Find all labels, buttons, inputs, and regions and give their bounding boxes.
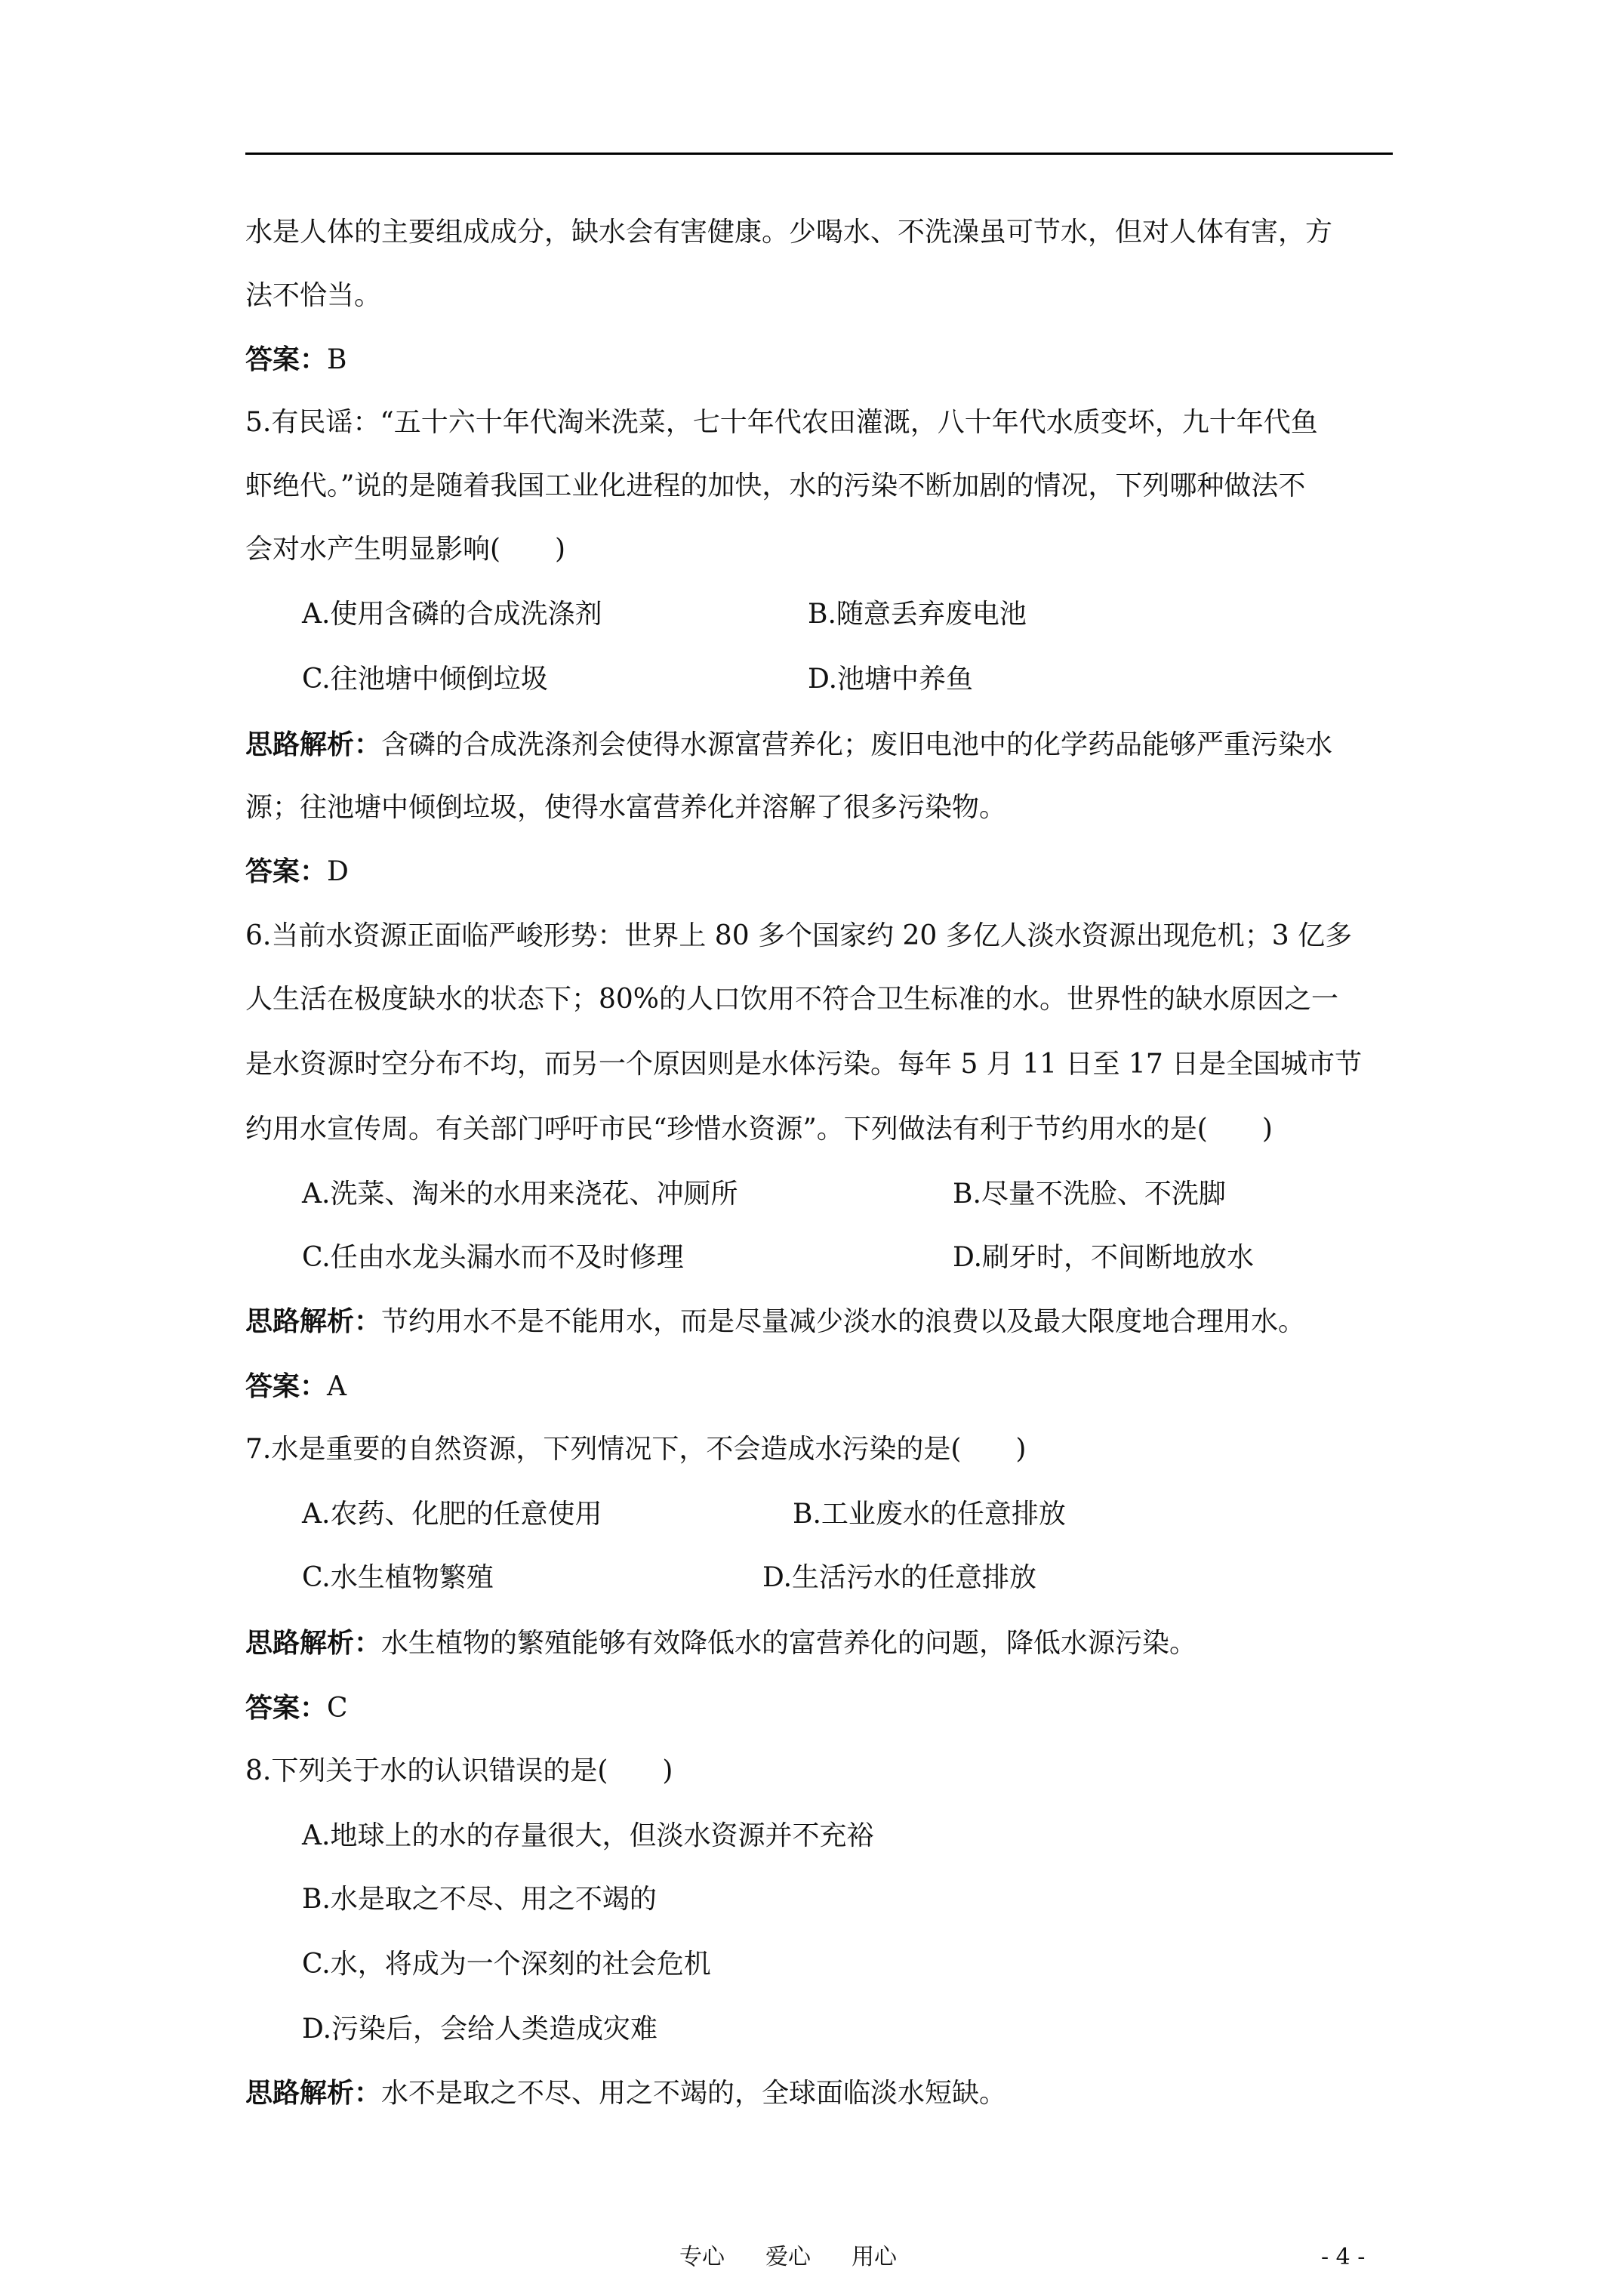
continuation-line-2: 法不恰当。	[245, 280, 382, 311]
page-number: - 4 -	[1321, 2244, 1366, 2270]
q5-analysis-line-1	[245, 728, 1400, 762]
q8-option-a: A.地球上的水的存量很大，但淡水资源并不充裕	[302, 1820, 874, 1851]
q8-option-c: C.水，将成为一个深刻的社会危机	[302, 1949, 711, 1980]
q5-option-c: C.往池塘中倾倒垃圾	[302, 664, 548, 695]
q5-stem-line-3: 会对水产生明显影响( )	[245, 534, 566, 565]
continuation-line-1: 水是人体的主要组成成分，缺水会有害健康。少喝水、不洗澡虽可节水，但对人体有害，方	[245, 217, 1333, 248]
header-rule	[245, 153, 1393, 155]
answer-label: 答案：	[245, 1692, 328, 1724]
answer-value: C	[327, 1693, 348, 1724]
analysis-label: 思路解析：	[245, 2077, 382, 2109]
answer-q5	[245, 855, 1400, 889]
answer-value: A	[327, 1371, 347, 1402]
q6-option-d: D.刷牙时，不间断地放水	[953, 1242, 1255, 1273]
q7-option-d: D.生活污水的任意排放	[762, 1562, 1037, 1593]
answer-q6	[245, 1370, 1400, 1404]
q5-analysis-line-2: 源；往池塘中倾倒垃圾，使得水富营养化并溶解了很多污染物。	[245, 792, 1007, 823]
q6-stem-line-1: 6.当前水资源正面临严峻形势：世界上 80 多个国家约 20 多亿人淡水资源出现危机；3 亿多	[245, 920, 1353, 951]
q5-option-a: A.使用含磷的合成洗涤剂	[302, 599, 602, 630]
q5-option-d: D.池塘中养鱼	[808, 664, 974, 695]
q5-option-b: B.随意丢弃废电池	[808, 599, 1027, 630]
q7-stem-line-1: 7.水是重要的自然资源，下列情况下，不会造成水污染的是( )	[245, 1434, 1027, 1465]
q5-stem-line-1: 5.有民谣：“五十六十年代淘米洗菜，七十年代农田灌溉，八十年代水质变坏，九十年代鱼	[245, 407, 1318, 438]
q6-stem-line-2: 人生活在极度缺水的状态下；80%的人口饮用不符合卫生标准的水。世界性的缺水原因之一	[245, 984, 1339, 1015]
answer-label: 答案：	[245, 855, 328, 887]
footer-motto-1: 专心	[679, 2244, 725, 2270]
q6-stem-line-4: 约用水宣传周。有关部门呼吁市民“珍惜水资源”。下列做法有利于节约用水的是( )	[245, 1114, 1273, 1145]
answer-value: B	[327, 344, 347, 375]
analysis-text: 水不是取之不尽、用之不竭的，全球面临淡水短缺。	[381, 2078, 1007, 2109]
q5-stem-line-2: 虾绝代。”说的是随着我国工业化进程的加快，水的污染不断加剧的情况，下列哪种做法不	[245, 470, 1306, 501]
answer-q7	[245, 1691, 1400, 1725]
q8-analysis-line-1	[245, 2076, 1400, 2110]
answer-value: D	[327, 856, 349, 887]
analysis-label: 思路解析：	[245, 1305, 382, 1337]
q6-option-b: B.尽量不洗脸、不洗脚	[953, 1179, 1226, 1210]
q6-option-c: C.任由水龙头漏水而不及时修理	[302, 1242, 684, 1273]
q8-stem-line-1: 8.下列关于水的认识错误的是( )	[245, 1755, 673, 1786]
analysis-label: 思路解析：	[245, 729, 382, 760]
q6-analysis-line-1	[245, 1305, 1400, 1339]
footer-motto-3: 用心	[852, 2244, 897, 2270]
analysis-text: 含磷的合成洗涤剂会使得水源富营养化；废旧电池中的化学药品能够严重污染水	[381, 729, 1333, 760]
q7-option-b: B.工业废水的任意排放	[793, 1499, 1066, 1530]
q6-option-a: A.洗菜、淘米的水用来浇花、冲厕所	[302, 1179, 738, 1210]
analysis-label: 思路解析：	[245, 1627, 382, 1659]
q6-stem-line-3: 是水资源时空分布不均，而另一个原因则是水体污染。每年 5 月 11 日至 17 日是全国城市节	[245, 1049, 1363, 1080]
footer-motto-2: 爱心	[765, 2244, 811, 2270]
answer-label: 答案：	[245, 1370, 328, 1402]
q7-analysis-line-1	[245, 1626, 1400, 1660]
q7-option-c: C.水生植物繁殖	[302, 1562, 494, 1593]
q8-option-b: B.水是取之不尽、用之不竭的	[302, 1884, 657, 1915]
q8-option-d: D.污染后，会给人类造成灾难	[302, 2014, 658, 2045]
q7-option-a: A.农药、化肥的任意使用	[302, 1499, 602, 1530]
answer-q4	[245, 343, 1400, 377]
analysis-text: 水生植物的繁殖能够有效降低水的富营养化的问题，降低水源污染。	[381, 1628, 1197, 1659]
analysis-text: 节约用水不是不能用水，而是尽量减少淡水的浪费以及最大限度地合理用水。	[381, 1306, 1306, 1337]
answer-label: 答案：	[245, 344, 328, 375]
